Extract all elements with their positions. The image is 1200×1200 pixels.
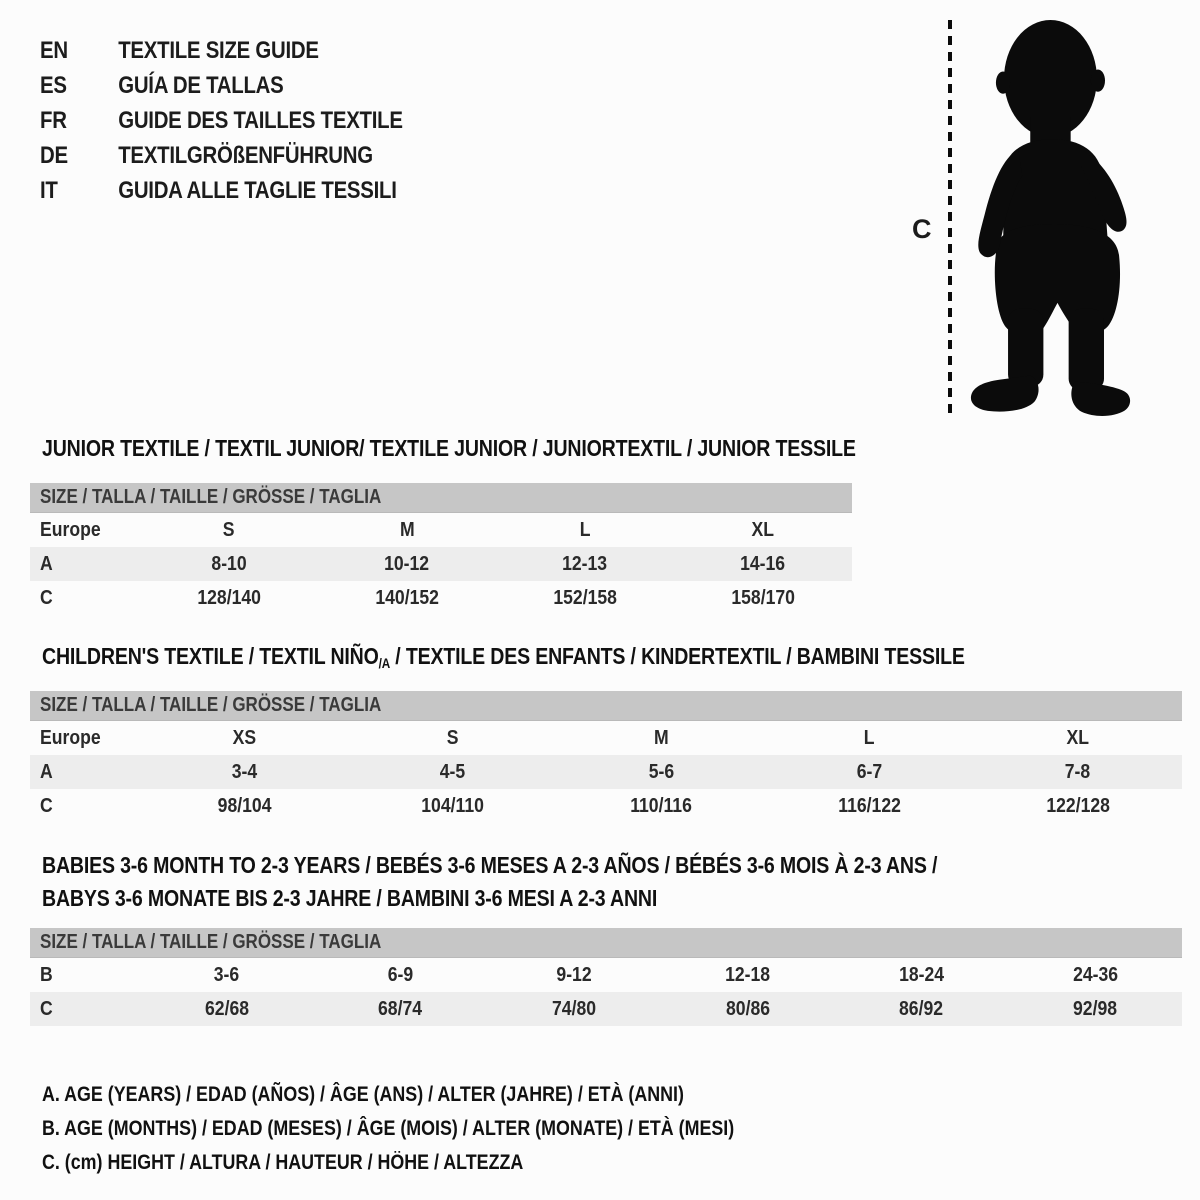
- table-cell: 68/74: [378, 997, 423, 1020]
- table-cell: M: [653, 726, 669, 749]
- guide-title: GUIDA ALLE TAGLIE TESSILI: [118, 177, 397, 204]
- table-cell: A: [40, 552, 53, 575]
- table-cell: 7-8: [1065, 760, 1091, 783]
- table-cell: M: [399, 518, 415, 541]
- table-cell: Europe: [40, 726, 101, 749]
- table-cell: 62/68: [204, 997, 249, 1020]
- table-row: [30, 992, 1182, 1026]
- guide-title: TEXTILGRÖßENFÜHRUNG: [118, 142, 373, 169]
- size-header-bar: SIZE / TALLA / TAILLE / GRÖSSE / TAGLIA: [30, 483, 852, 513]
- table-cell: 9-12: [556, 963, 592, 986]
- table-cell: L: [864, 726, 875, 749]
- table-cell: Europe: [40, 518, 101, 541]
- table-cell: 116/122: [838, 794, 901, 817]
- section-title-junior: JUNIOR TEXTILE / TEXTIL JUNIOR/ TEXTILE JUNIOR / JUNIORTEXTIL / JUNIOR TESSILE: [42, 435, 856, 461]
- table-cell: C: [40, 586, 53, 609]
- table-row: [30, 789, 1182, 823]
- height-measure-dashed-line: [948, 20, 952, 416]
- table-cell: 152/158: [553, 586, 617, 609]
- legend-line-c: C. (cm) HEIGHT / ALTURA / HAUTEUR / HÖHE / ALTEZZA: [42, 1151, 524, 1174]
- guide-title: TEXTILE SIZE GUIDE: [118, 37, 319, 64]
- size-header-bar: SIZE / TALLA / TAILLE / GRÖSSE / TAGLIA: [30, 928, 1182, 958]
- table-cell: 12-18: [725, 963, 771, 986]
- table-cell: 74/80: [552, 997, 597, 1020]
- table-cell: S: [446, 726, 459, 749]
- table-cell: 4-5: [439, 760, 466, 783]
- legend-line-b: B. AGE (MONTHS) / EDAD (MESES) / ÂGE (MOIS) / ALTER (MONATE) / ETÀ (MESI): [42, 1117, 735, 1140]
- language-code: FR: [40, 107, 67, 134]
- table-cell: 122/128: [1045, 794, 1110, 817]
- table-cell: B: [40, 963, 53, 986]
- table-cell: 104/110: [421, 794, 484, 817]
- table-row: [30, 755, 1182, 789]
- language-code: IT: [40, 177, 58, 204]
- table-cell: C: [40, 997, 53, 1020]
- table-cell: 3-6: [214, 963, 240, 986]
- nino-a-subscript: /A: [378, 656, 391, 672]
- junior-size-table: [30, 483, 852, 615]
- table-cell: 3-4: [231, 760, 257, 783]
- guide-title: GUÍA DE TALLAS: [118, 72, 284, 99]
- table-cell: XL: [751, 518, 775, 541]
- table-cell: 92/98: [1073, 997, 1118, 1020]
- table-cell: 86/92: [899, 997, 944, 1020]
- children-size-table: [30, 691, 1182, 823]
- table-cell: 18-24: [898, 963, 944, 986]
- table-cell: 158/170: [731, 586, 795, 609]
- table-cell: 6-9: [387, 963, 414, 986]
- table-cell: 80/86: [725, 997, 770, 1020]
- table-row: [30, 513, 852, 547]
- table-row: [30, 958, 1182, 992]
- table-row: [30, 547, 852, 581]
- legend-line-a: A. AGE (YEARS) / EDAD (AÑOS) / ÂGE (ANS) / ALTER (JAHRE) / ETÀ (ANNI): [42, 1083, 684, 1106]
- table-cell: 12-13: [562, 552, 608, 575]
- height-measure-label: C: [912, 214, 932, 244]
- table-cell: 98/104: [217, 794, 272, 817]
- table-cell: 6-7: [856, 760, 883, 783]
- language-code: ES: [40, 72, 67, 99]
- table-cell: 24-36: [1072, 963, 1118, 986]
- language-row: [40, 33, 467, 68]
- language-row: [40, 103, 467, 138]
- table-cell: 10-12: [384, 552, 430, 575]
- table-cell: L: [579, 518, 591, 541]
- language-code: DE: [40, 142, 68, 169]
- language-code: EN: [40, 37, 68, 64]
- table-cell: C: [40, 794, 53, 817]
- language-row: [40, 138, 467, 173]
- table-cell: 140/152: [375, 586, 439, 609]
- table-cell: 110/116: [630, 794, 692, 817]
- section-title-children: CHILDREN'S TEXTILE / TEXTIL NIÑO/A / TEXTILE DES ENFANTS / KINDERTEXTIL / BAMBINI TESSILE: [42, 643, 965, 672]
- table-row: [30, 721, 1182, 755]
- table-cell: 128/140: [197, 586, 261, 609]
- table-cell: 5-6: [648, 760, 674, 783]
- table-cell: 8-10: [211, 552, 247, 575]
- language-row: [40, 68, 467, 103]
- size-header-bar: SIZE / TALLA / TAILLE / GRÖSSE / TAGLIA: [30, 691, 1182, 721]
- language-title-list: [40, 33, 467, 208]
- table-cell: 14-16: [740, 552, 786, 575]
- section-title-babies: BABIES 3-6 MONTH TO 2-3 YEARS / BEBÉS 3-6 MESES A 2-3 AÑOS / BÉBÉS 3-6 MOIS À 2-3 ANS / BABYS 3-6 MONATE BIS 2-3 JAHRE / BAMBINI 3-6 MESI A 2-3 ANNI: [42, 852, 938, 911]
- table-cell: S: [223, 518, 235, 541]
- table-cell: XL: [1066, 726, 1090, 749]
- babies-size-table: [30, 928, 1182, 1026]
- table-row: [30, 581, 852, 615]
- guide-title: GUIDE DES TAILLES TEXTILE: [118, 107, 403, 134]
- language-row: [40, 173, 467, 208]
- measure-legend: [42, 1078, 856, 1180]
- table-cell: XS: [232, 726, 256, 749]
- toddler-silhouette-icon: [963, 16, 1145, 420]
- table-cell: A: [40, 760, 53, 783]
